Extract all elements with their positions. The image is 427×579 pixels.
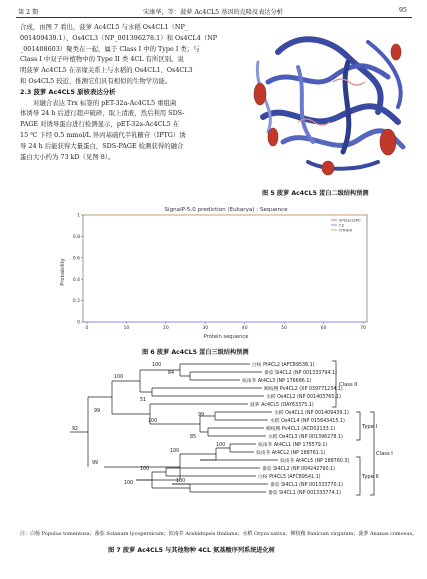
x-tick-label: 30 (202, 326, 209, 331)
bootstrap-value: 100 (152, 363, 162, 368)
y-tick-label: 0 (77, 320, 80, 326)
para2-line-5: 导 24 h 后能获得大量蛋白，SDS-PAGE 检测获得的融合 (20, 141, 184, 150)
clade-label-class-i: Class I (376, 451, 393, 457)
taxon-label: 水稻 Os4CL2 (NP 001403765.1) (266, 395, 341, 400)
taxon-label: 水稻 Os4CL4 (NP 015643415.1) (270, 419, 345, 424)
y-tick-label: 1 (77, 213, 80, 219)
y-tick-label: 0.8 (72, 235, 80, 240)
taxon-label: 拟南芥 At4CL3 (NP 176686.1) (242, 379, 312, 384)
bootstrap-value: 92 (72, 427, 79, 432)
para1-line-2: 001409439.1）、Os4CL3（NP_001396278.1）和 Os4CL4（NP (20, 33, 218, 42)
bootstrap-value: 100 (148, 419, 158, 424)
bootstrap-value: 99 (92, 461, 99, 466)
protein-structure-image (238, 22, 416, 182)
header-rule (16, 17, 412, 18)
bootstrap-value: 84 (168, 371, 175, 376)
para1-line-4: Class I 中双子叶植物中的 Type II 类 4CL 有所区别。说 (20, 55, 184, 64)
para2-line-4: 15 ℃ 下经 0.5 mmol/L 异丙基硫代半乳糖苷（IPTG）诱 (20, 130, 186, 139)
fig6-caption: 图 6 菠萝 Ac4CL5 蛋白三级结构预测 (142, 349, 249, 356)
bootstrap-value: 100 (124, 481, 134, 486)
taxon-label: 柳枝稷 Pv4CL2 (XP 039771234.1) (264, 387, 343, 392)
taxon-label: 番茄 Sl4CL1 (NP 001333774.1) (268, 491, 341, 496)
fig7-caption: 图 7 菠萝 Ac4CL5 与其他物种 4CL 氨基酸序列系统进化树 (108, 547, 275, 554)
x-tick-label: 40 (241, 326, 248, 331)
fig7-footnote: 注：白杨 Populus tomentosa；番茄 Solanum lycopersicum；拟南芥 Arabidopsis thaliana；水稻 Oryza sativa；柳枝稷 Panicum virgatum；菠萝 Ananas comosus。 (20, 531, 418, 537)
x-tick-label: 0 (85, 326, 89, 331)
chart-title: SignalP-5.0 prediction (Eukarya) : Sequence (164, 207, 288, 213)
taxon-label: 番茄 Sl4CL2 (NP 004242790.1) (262, 467, 335, 472)
x-tick-label: 60 (320, 326, 327, 331)
clade-label-type-i: Type I (362, 424, 378, 430)
taxon-label: 白杨 Pt4CL2 (AFC89538.1) (252, 363, 315, 368)
taxon-label: 水稻 Os4CL3 (NP 001396278.1) (268, 435, 343, 440)
para1-line-6: 和 Os4CL5 较近，推测它们具有相似的生物学功能。 (20, 76, 172, 85)
bootstrap-value: 51 (140, 398, 147, 403)
plot-frame (83, 215, 367, 322)
para1-line-1: 合成，由图 7 看出，菠萝 Ac4CL5 与水稻 Os4CL1（NP_ (20, 23, 189, 31)
para1-line-5: 明菠萝 Ac4CL5 在亲缘关系上与水稻的 Os4CL1、Os4CL3 (20, 66, 193, 75)
fig5-caption: 图 5 菠萝 Ac4CL5 蛋白二级结构预测 (262, 190, 369, 197)
taxon-label: 柳枝稷 Pv4CL1 (ACD02133.1) (266, 427, 336, 432)
taxon-label: 水稻 Os4CL1 (NP 001409439.1) (274, 411, 349, 416)
fig6-chart (56, 204, 376, 344)
taxon-label: 番茄 Sl4CL1 (NP 001333770.1) (270, 483, 343, 488)
fig7-phylogenetic-tree (40, 356, 400, 518)
taxon-label: 拟南芥 At4CL2 (NP 188761.1) (256, 451, 326, 456)
bootstrap-value: 100 (170, 449, 180, 454)
x-tick-label: 70 (360, 326, 366, 331)
bootstrap-value: 100 (140, 467, 150, 472)
taxon-label: 白杨 Pt4CL5 (AFC89541.1) (258, 475, 321, 480)
page-issue: 第 2 期 (18, 9, 39, 16)
y-tick-label: 0.6 (72, 256, 80, 262)
legend-entry: SP(Sec/SPI) (339, 217, 361, 223)
para2-line-2: 体诱导 24 h 后进行超声破碎，取上清液，然后利用 SDS- (20, 109, 185, 118)
para2-line-3: PAGE 对诱导蛋白进行检测显示，pET-32a-Ac4CL5 在 (20, 120, 180, 129)
taxon-label: 拟南芥 At4CL1 (NP 175579.1) (258, 443, 328, 448)
body-text (20, 22, 217, 162)
section-heading: 2.3 菠萝 Ac4CL5 原核表达分析 (20, 87, 116, 96)
x-tick-label: 50 (281, 326, 288, 331)
y-tick-label: 0.4 (72, 277, 80, 283)
y-axis-label: Probability (60, 258, 66, 286)
taxon-label: 拟南芥 At4CL5 (NP 188760.3) (280, 459, 350, 464)
bootstrap-value: 85 (190, 435, 197, 440)
para2-line-1: 对融合表达 Trx 标签的 pET-32a-Ac4CL5 重组菌 (33, 98, 177, 107)
x-tick-label: 20 (162, 326, 169, 331)
y-tick-label: 0.2 (72, 299, 80, 305)
running-title: 宋康华，等：菠萝 Ac4CL5 基因的克隆及表达分析 (143, 9, 283, 16)
bootstrap-value: 99 (94, 409, 101, 414)
taxon-label: 菠萝 Ac4CL5 (OAY63375.1) (250, 403, 314, 408)
bootstrap-values (72, 362, 225, 486)
bootstrap-value: 100 (114, 375, 124, 380)
para1-line-3: _001408603）聚类在一起，属于 Class I 中的 Type I 类；与 (20, 44, 200, 53)
x-axis-label: Protein sequence (203, 334, 249, 340)
bootstrap-value: 100 (176, 479, 186, 484)
clade-label-class-ii: Class II (339, 382, 358, 388)
bootstrap-value: 99 (198, 413, 205, 418)
taxon-label: 番茄 Sl4CL2 (NP 001333794.1) (264, 371, 337, 376)
x-tick-label: 10 (123, 326, 130, 331)
bootstrap-value: 100 (216, 443, 226, 448)
clade-label-type-ii: Type II (362, 474, 379, 480)
legend-entry: OTHER (339, 227, 353, 233)
page-number: 95 (399, 7, 407, 14)
para2-line-6: 蛋白大小约为 73 kD（见图 8）。 (20, 152, 115, 161)
legend-entry: CS (339, 222, 345, 228)
